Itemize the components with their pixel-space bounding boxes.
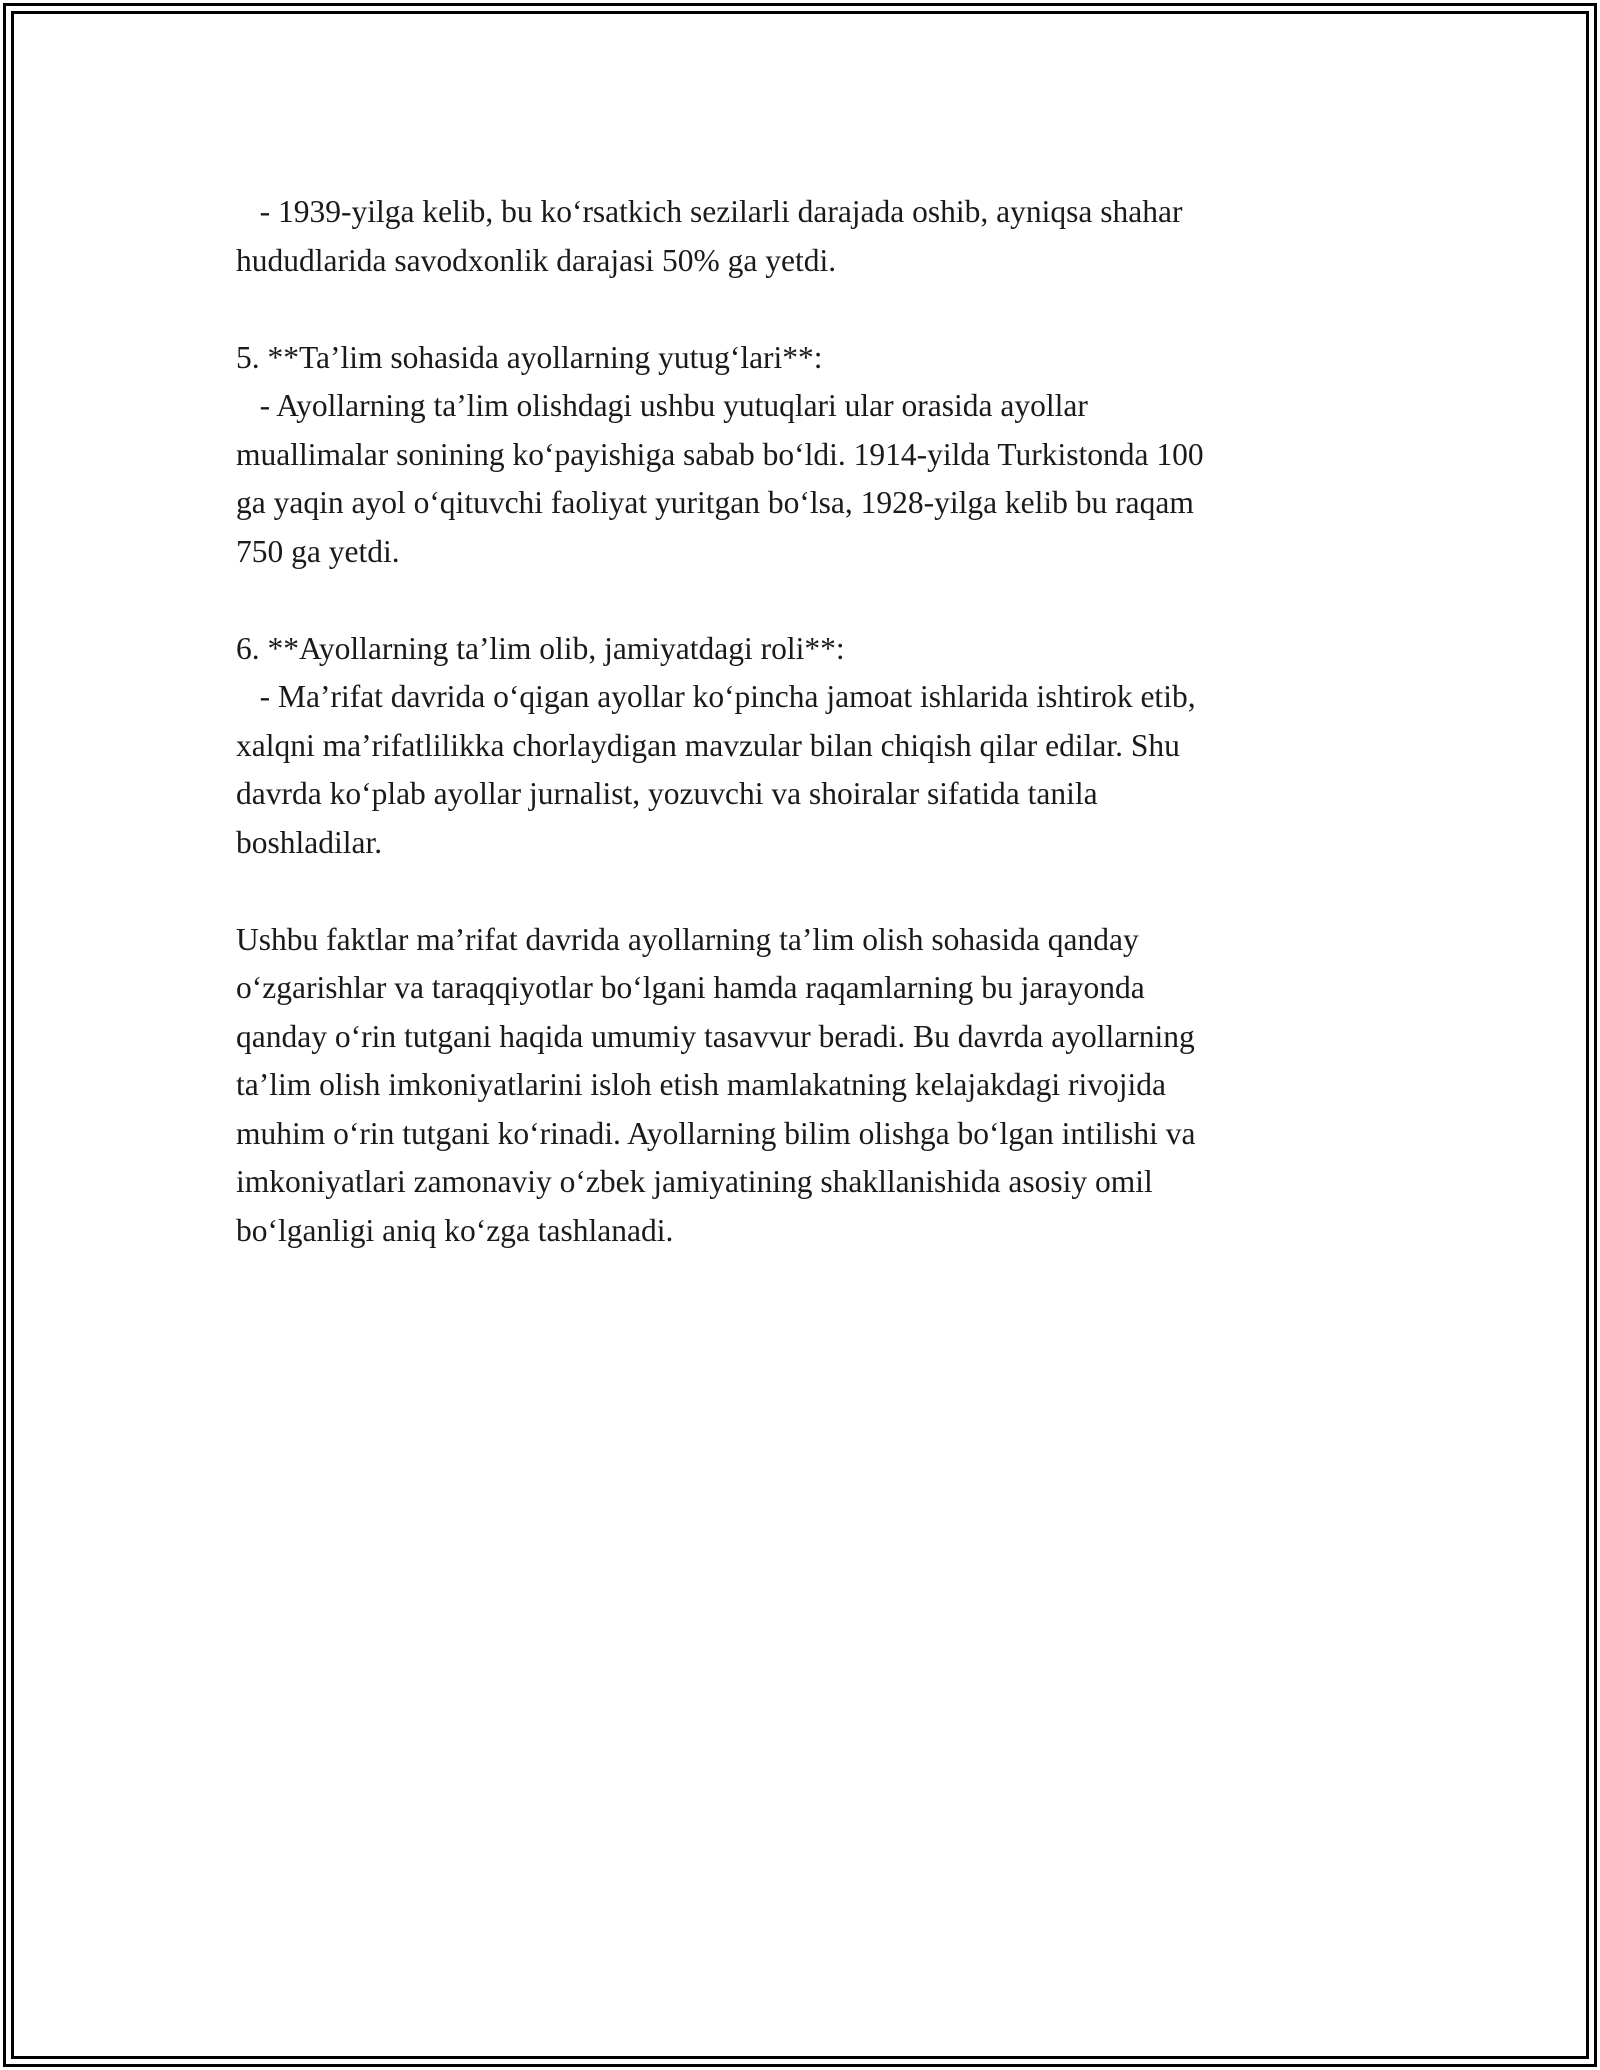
- list-item-heading: 5. **Ta’lim sohasida ayollarning yutug‘lari**:: [236, 339, 823, 375]
- text-line: boshladilar.: [236, 824, 383, 860]
- text-line: davrda ko‘plab ayollar jurnalist, yozuvchi va shoiralar sifatida tanila: [236, 776, 1098, 811]
- text-line: bo‘lganligi aniq ko‘zga tashlanadi.: [236, 1212, 674, 1248]
- paragraph-conclusion: [236, 916, 1376, 1256]
- paragraph-point-5: [236, 334, 1376, 577]
- text-line: xalqni ma’rifatlilikka chorlaydigan mavzular bilan chiqish qilar edilar. Shu: [236, 727, 1180, 763]
- list-item-heading: 6. **Ayollarning ta’lim olib, jamiyatdagi roli**:: [236, 630, 845, 666]
- text-line: - Ma’rifat davrida o‘qigan ayollar ko‘pincha jamoat ishlarida ishtirok etib,: [236, 679, 1196, 714]
- paragraph-literacy-1939: [236, 188, 1376, 285]
- text-line: Ushbu faktlar ma’rifat davrida ayollarning ta’lim olish sohasida qanday: [236, 921, 1139, 957]
- text-line: 750 ga yetdi.: [236, 533, 400, 569]
- text-line: ga yaqin ayol o‘qituvchi faoliyat yuritgan bo‘lsa, 1928-yilga kelib bu raqam: [236, 485, 1194, 520]
- text-line: imkoniyatlari zamonaviy o‘zbek jamiyatining shakllanishida asosiy omil: [236, 1164, 1153, 1199]
- text-line: muallimalar sonining ko‘payishiga sabab bo‘ldi. 1914-yilda Turkistonda 100: [236, 436, 1204, 472]
- text-line: qanday o‘rin tutgani haqida umumiy tasavvur beradi. Bu davrda ayollarning: [236, 1018, 1195, 1054]
- text-line: o‘zgarishlar va taraqqiyotlar bo‘lgani hamda raqamlarning bu jarayonda: [236, 970, 1145, 1005]
- text-line: - 1939-yilga kelib, bu ko‘rsatkich sezilarli darajada oshib, ayniqsa shahar: [236, 194, 1183, 229]
- text-line: - Ayollarning ta’lim olishdagi ushbu yutuqlari ular orasida ayollar: [236, 388, 1088, 423]
- text-line: muhim o‘rin tutgani ko‘rinadi. Ayollarning bilim olishga bo‘lgan intilishi va: [236, 1115, 1196, 1151]
- text-line: ta’lim olish imkoniyatlarini isloh etish mamlakatning kelajakdagi rivojida: [236, 1067, 1166, 1102]
- document-body: [236, 188, 1376, 1304]
- text-line: hududlarida savodxonlik darajasi 50% ga yetdi.: [236, 242, 837, 278]
- paragraph-point-6: [236, 625, 1376, 868]
